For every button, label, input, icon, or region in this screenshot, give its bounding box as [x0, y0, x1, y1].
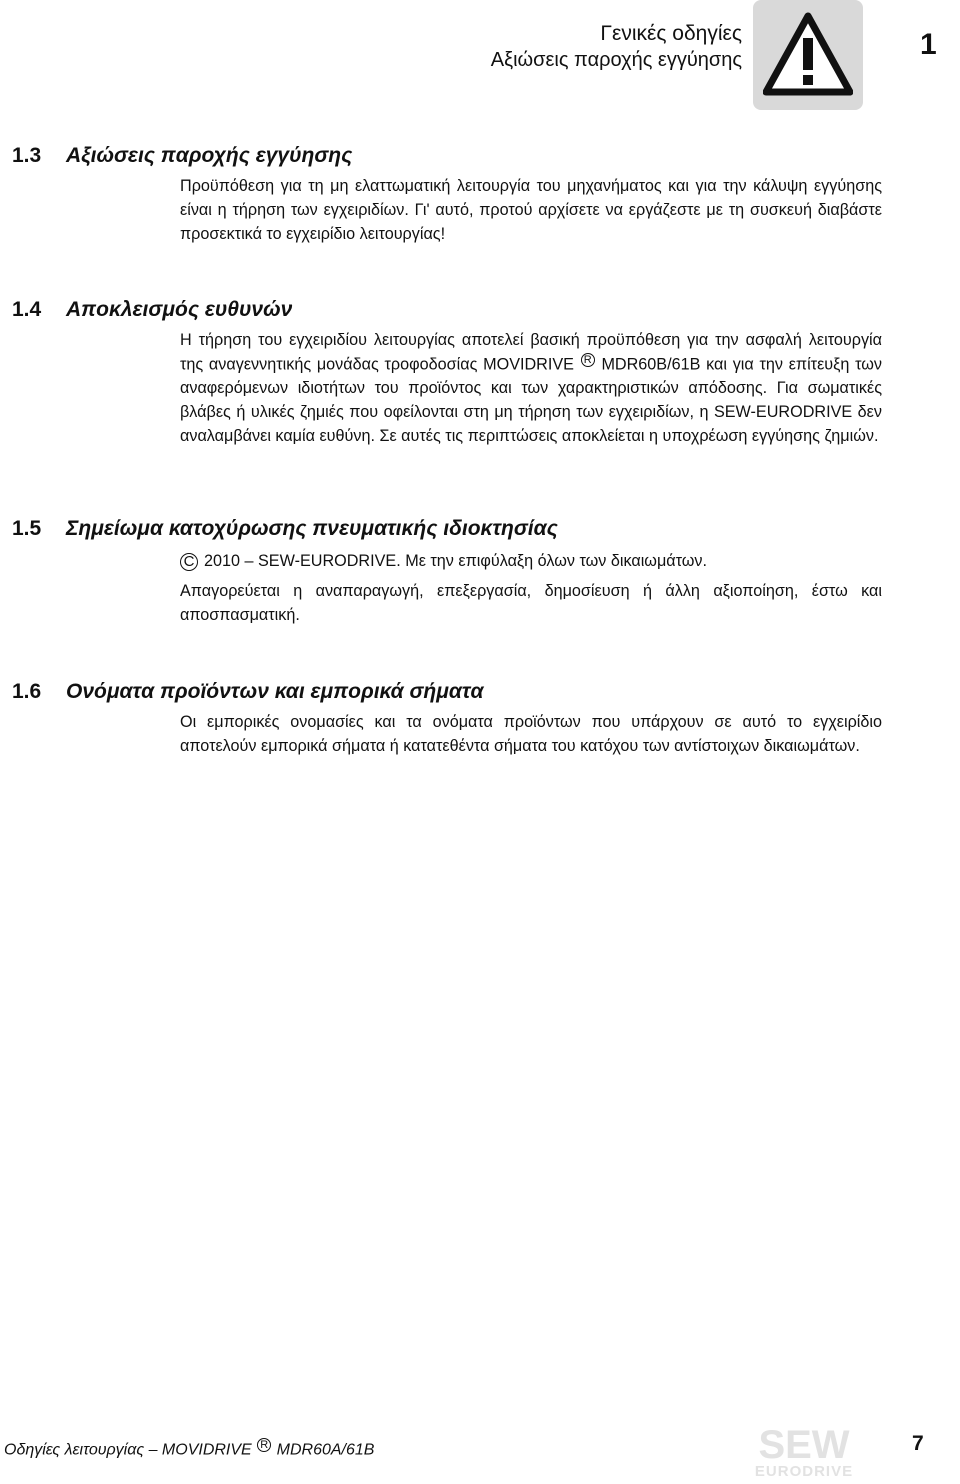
- registered-mark: R: [257, 1438, 271, 1452]
- section-body: [180, 550, 882, 627]
- section-body: [180, 329, 882, 448]
- section-heading: [12, 516, 882, 542]
- logo-text-bottom: EURODRIVE: [754, 1463, 854, 1479]
- footer-doc-a: Οδηγίες λειτουργίας – MOVIDRIVE: [4, 1441, 252, 1459]
- running-header: [491, 20, 742, 74]
- paragraph-part-b: MDR60B/61B και για την επίτευξη των αναφερόμενων ιδιοτήτων του προϊόντος και των χαρακτηριστικών απόδοσης. Για σωματικές βλάβες ή υλικές ζημιές που οφείλονται στη μη τήρηση των εγχειριδίων, η SEW-EURODRIVE δεν αναλαμβάνει καμία ευθύνη. Σε αυτές τις περιπτώσεις αποκλείεται η υποχρέωση εγγύησης ζημιών.: [180, 355, 883, 445]
- section-heading: [12, 143, 882, 169]
- section-1-5: [12, 516, 882, 627]
- section-number: 1.4: [12, 298, 42, 321]
- section-1-6: [12, 679, 882, 759]
- section-title: Σημείωμα κατοχύρωσης πνευματικής ιδιοκτησίας: [66, 517, 558, 540]
- section-heading: [12, 297, 882, 323]
- section-body: [180, 711, 882, 759]
- footer-document-title: [4, 1438, 374, 1459]
- sew-eurodrive-logo: [750, 1424, 858, 1479]
- section-title: Αποκλεισμός ευθυνών: [66, 298, 293, 321]
- paragraph-part-a: Η τήρηση του εγχειριδίου λειτουργίας αποτελεί βασική προϋπόθεση για την ασφαλή λειτουργία της αναγεννητικής μονάδας τροφοδοσίας MOVIDRIVE: [180, 331, 882, 374]
- copyright-line: [180, 550, 882, 574]
- paragraph: Απαγορεύεται η αναπαραγωγή, επεξεργασία, δημοσίευση ή άλλη αξιοποίηση, έστω και αποσπασματική.: [180, 581, 882, 624]
- header-title: Γενικές οδηγίες: [600, 22, 742, 45]
- warning-triangle-icon: [763, 12, 853, 96]
- warning-box: [753, 0, 863, 110]
- registered-mark: R: [581, 353, 595, 367]
- paragraph: Προϋπόθεση για τη μη ελαττωματική λειτουργία του μηχανήματος και για την κάλυψη εγγύησης είναι η τήρηση των εγχειριδίων. Γι' αυτό, προτού αρχίσετε να εργάζεστε με τη συσκευή διαβάστε προσεκτικά το εγχειρίδιο λειτουργίας!: [180, 177, 882, 243]
- copyright-text: 2010 – SEW-EURODRIVE. Με την επιφύλαξη όλων των δικαιωμάτων.: [204, 552, 708, 570]
- section-1-4: [12, 297, 882, 448]
- paragraph: Οι εμπορικές ονομασίες και τα ονόματα προϊόντων που υπάρχουν σε αυτό το εγχειρίδιο αποτελούν εμπορικά σήματα ή κατατεθέντα σήματα του κατόχου των αντίστοιχων δικαιωμάτων.: [180, 713, 882, 755]
- section-number: 1.5: [12, 517, 42, 540]
- section-title: Ονόματα προϊόντων και εμπορικά σήματα: [66, 680, 484, 703]
- section-1-3: [12, 143, 882, 246]
- header-subtitle: Αξιώσεις παροχής εγγύησης: [490, 49, 742, 71]
- page-number: 7: [912, 1432, 924, 1455]
- section-number: 1.3: [12, 144, 42, 167]
- paragraph: [180, 329, 882, 448]
- logo-text-top: SEW: [758, 1424, 850, 1467]
- chapter-number: 1: [920, 28, 937, 61]
- section-title: Αξιώσεις παροχής εγγύησης: [66, 144, 353, 167]
- section-body: [180, 175, 882, 246]
- footer-doc-b: MDR60A/61B: [276, 1441, 375, 1459]
- section-number: 1.6: [12, 680, 42, 703]
- section-heading: [12, 679, 882, 705]
- copyright-icon: C: [180, 553, 198, 571]
